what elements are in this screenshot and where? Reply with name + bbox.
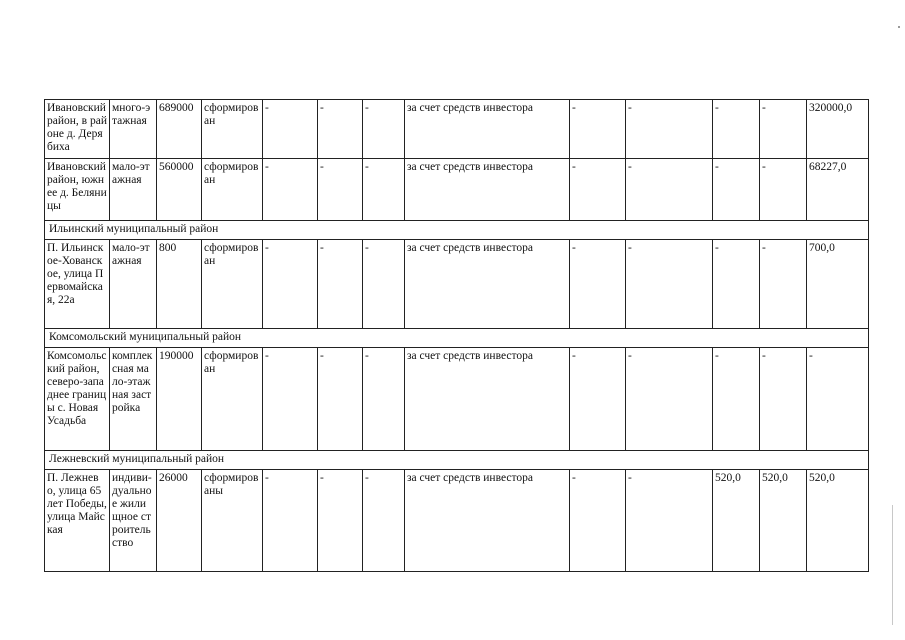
dash-cell: - — [263, 240, 318, 329]
dash-cell: - — [318, 470, 363, 572]
dash-cell: - — [570, 240, 626, 329]
location-cell: П. Лежнево, улица 65 лет Победы, улица Майская — [45, 470, 110, 572]
value-cell: 520,0 — [760, 470, 807, 572]
value-cell: - — [713, 348, 760, 451]
scan-speck — [898, 26, 900, 28]
total-cell: 320000,0 — [807, 100, 869, 159]
scan-speck — [892, 505, 893, 625]
location-cell: Ивановский район, южнее д. Беляницы — [45, 159, 110, 221]
dash-cell: - — [318, 100, 363, 159]
status-cell: сформирован — [202, 348, 263, 451]
area-cell: 689000 — [157, 100, 202, 159]
dash-cell: - — [626, 240, 713, 329]
value-cell: - — [713, 240, 760, 329]
value-cell: - — [760, 100, 807, 159]
dash-cell: - — [626, 470, 713, 572]
dash-cell: - — [263, 159, 318, 221]
total-cell: 520,0 — [807, 470, 869, 572]
funding-cell: за счет средств инвестора — [405, 100, 570, 159]
land-plots-table — [44, 99, 869, 572]
funding-cell: за счет средств инвестора — [405, 348, 570, 451]
dash-cell: - — [363, 240, 405, 329]
building-type-cell: много-этажная — [110, 100, 157, 159]
area-cell: 800 — [157, 240, 202, 329]
total-cell: - — [807, 348, 869, 451]
status-cell: сформирован — [202, 159, 263, 221]
dash-cell: - — [570, 348, 626, 451]
dash-cell: - — [363, 348, 405, 451]
section-heading: Ильинский муниципальный район — [45, 221, 869, 240]
dash-cell: - — [626, 159, 713, 221]
status-cell: сформированы — [202, 470, 263, 572]
table-row — [45, 348, 869, 451]
funding-cell: за счет средств инвестора — [405, 470, 570, 572]
area-cell: 26000 — [157, 470, 202, 572]
location-cell: Ивановский район, в районе д. Дерябиха — [45, 100, 110, 159]
dash-cell: - — [318, 348, 363, 451]
dash-cell: - — [363, 159, 405, 221]
table-row — [45, 159, 869, 221]
dash-cell: - — [263, 470, 318, 572]
area-cell: 190000 — [157, 348, 202, 451]
status-cell: сформирован — [202, 100, 263, 159]
dash-cell: - — [263, 348, 318, 451]
funding-cell: за счет средств инвестора — [405, 159, 570, 221]
building-type-cell: индиви-дуальное жилищное строительство — [110, 470, 157, 572]
status-cell: сформирован — [202, 240, 263, 329]
value-cell: - — [760, 159, 807, 221]
value-cell: - — [760, 348, 807, 451]
value-cell: 520,0 — [713, 470, 760, 572]
area-cell: 560000 — [157, 159, 202, 221]
dash-cell: - — [570, 470, 626, 572]
dash-cell: - — [363, 100, 405, 159]
table-row — [45, 470, 869, 572]
section-row — [45, 451, 869, 470]
funding-cell: за счет средств инвестора — [405, 240, 570, 329]
building-type-cell: мало-этажная — [110, 159, 157, 221]
dash-cell: - — [626, 348, 713, 451]
total-cell: 700,0 — [807, 240, 869, 329]
building-type-cell: мало-этажная — [110, 240, 157, 329]
value-cell: - — [713, 159, 760, 221]
dash-cell: - — [363, 470, 405, 572]
section-heading: Комсомольский муниципальный район — [45, 329, 869, 348]
building-type-cell: комплексная мало-этажная застройка — [110, 348, 157, 451]
table-row — [45, 240, 869, 329]
location-cell: П. Ильинское-Хованское, улица Первомайская, 22а — [45, 240, 110, 329]
table-row — [45, 100, 869, 159]
section-row — [45, 221, 869, 240]
dash-cell: - — [570, 100, 626, 159]
dash-cell: - — [318, 159, 363, 221]
value-cell: - — [713, 100, 760, 159]
value-cell: - — [760, 240, 807, 329]
dash-cell: - — [570, 159, 626, 221]
dash-cell: - — [263, 100, 318, 159]
dash-cell: - — [318, 240, 363, 329]
total-cell: 68227,0 — [807, 159, 869, 221]
location-cell: Комсомольский район, северо-западнее границы с. Новая Усадьба — [45, 348, 110, 451]
section-row — [45, 329, 869, 348]
dash-cell: - — [626, 100, 713, 159]
section-heading: Лежневский муниципальный район — [45, 451, 869, 470]
